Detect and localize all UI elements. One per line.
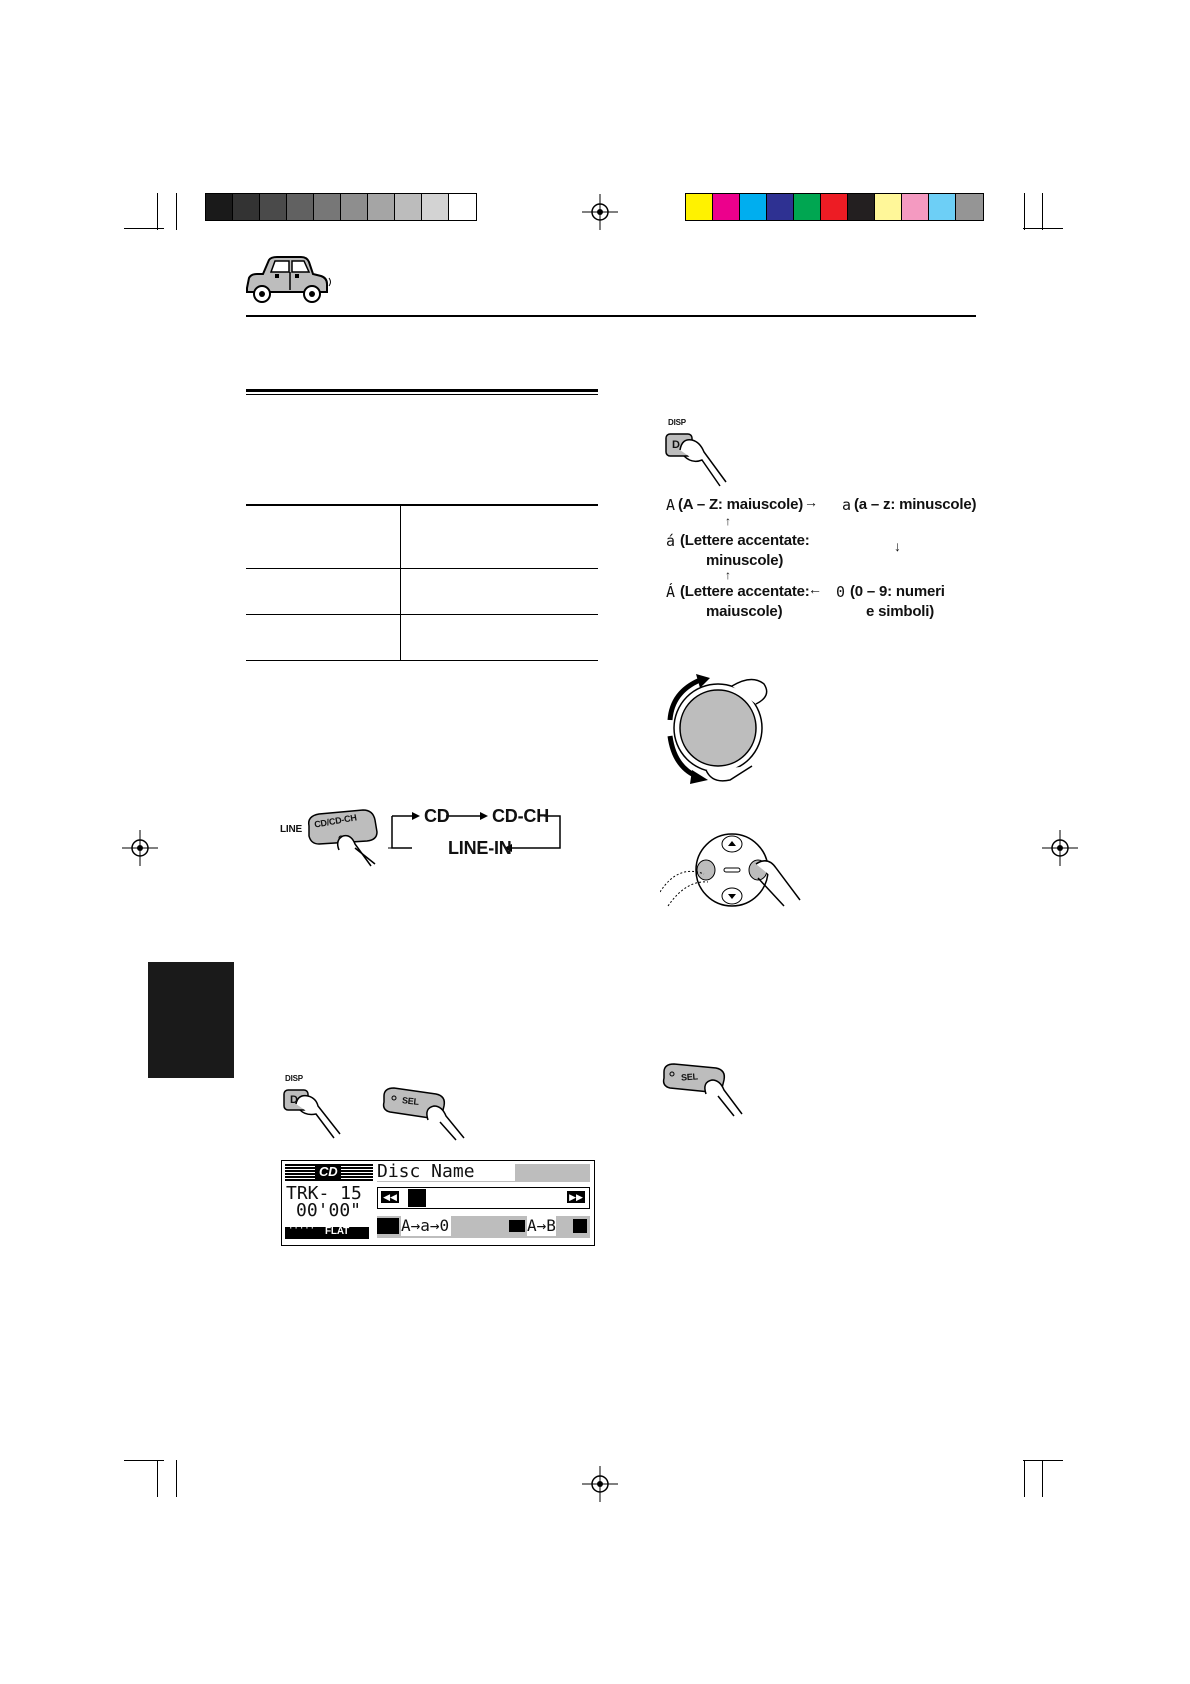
lcd-cursor-row — [377, 1187, 590, 1209]
lcd-eq-mode: FLAT — [325, 1226, 350, 1237]
crop-mark — [1042, 1460, 1043, 1497]
crop-mark — [176, 1460, 177, 1497]
section-heading-rule — [246, 394, 598, 395]
char-glyph-accent-upper: Á — [666, 583, 675, 601]
lcd-cd-logo: CD — [285, 1164, 373, 1181]
lcd-cursor-block — [408, 1189, 426, 1207]
registration-mark-icon — [122, 830, 158, 866]
disp-button-face: D — [290, 1094, 298, 1106]
crop-mark — [124, 1460, 164, 1461]
source-step-cd: CD — [424, 806, 450, 826]
source-step-cd-ch: CD-CH — [492, 806, 549, 826]
line-button-label: LINE — [280, 824, 302, 835]
sel-button-face: SEL — [401, 1095, 420, 1107]
color-swatch — [206, 194, 233, 220]
crop-mark — [176, 193, 177, 230]
crop-mark — [157, 1460, 158, 1497]
crop-mark — [1024, 1460, 1025, 1497]
lcd-display — [281, 1160, 595, 1246]
arrow-up-icon: ↑ — [725, 514, 731, 528]
arrow-right-icon: → — [804, 494, 818, 510]
finger-pressing-sel-button-icon[interactable] — [660, 1062, 750, 1118]
color-calibration-bar — [685, 193, 984, 221]
disp-button-face: D — [672, 439, 680, 451]
line-button-face: CD/CD-CH — [313, 812, 358, 830]
crop-mark — [124, 228, 164, 229]
lcd-ab-mode: A→B — [527, 1216, 556, 1235]
header-rule — [246, 315, 976, 317]
color-swatch — [422, 194, 449, 220]
finger-pressing-sel-button-icon[interactable] — [380, 1086, 470, 1142]
crop-mark — [1023, 1460, 1063, 1461]
lcd-disc-name-field — [377, 1161, 590, 1182]
color-swatch — [875, 194, 902, 220]
arrow-down-icon: ↓ — [894, 538, 901, 554]
char-accent-lower-line1: (Lettere accentate: — [680, 532, 810, 549]
sel-button-face: SEL — [680, 1071, 699, 1083]
color-swatch — [314, 194, 341, 220]
four-way-cursor-pad-icon[interactable] — [660, 830, 808, 910]
color-swatch — [767, 194, 794, 220]
lcd-char-mode: A→a→0 — [401, 1216, 450, 1235]
lcd-ab-end-icon — [573, 1219, 587, 1233]
color-swatch — [341, 194, 368, 220]
color-swatch — [740, 194, 767, 220]
color-swatch — [233, 194, 260, 220]
char-lower-text: (a – z: minuscole) — [854, 496, 977, 513]
lcd-mode-icon — [377, 1218, 399, 1234]
color-swatch — [395, 194, 422, 220]
arrow-up-icon: ↑ — [725, 568, 731, 582]
color-swatch — [956, 194, 983, 220]
char-numbers-line2: e simboli) — [866, 603, 935, 620]
registration-mark-icon — [582, 194, 618, 230]
crop-mark — [157, 193, 158, 230]
source-step-line-in: LINE-IN — [448, 838, 512, 858]
arrow-left-icon: ← — [808, 581, 822, 597]
char-upper-text: (A – Z: maiuscole) — [678, 496, 804, 513]
rotating-control-dial-icon[interactable] — [656, 672, 776, 788]
color-swatch — [929, 194, 956, 220]
color-swatch — [287, 194, 314, 220]
char-glyph-upper: A — [666, 496, 675, 514]
char-glyph-lower: a — [842, 496, 851, 514]
char-accent-upper-line2: maiuscole) — [706, 603, 783, 620]
color-swatch — [713, 194, 740, 220]
lcd-time: 00'00" — [296, 1200, 362, 1221]
language-side-tab — [148, 962, 234, 1078]
char-accent-lower-line2: minuscole) — [706, 552, 784, 569]
color-swatch — [368, 194, 395, 220]
lcd-eq-bar: ····· FLAT — [285, 1227, 369, 1239]
color-swatch — [686, 194, 713, 220]
crop-mark — [1023, 228, 1063, 229]
crop-mark — [1024, 193, 1025, 230]
char-numbers-line1: (0 – 9: numeri — [850, 583, 945, 600]
disp-button-label: DISP — [285, 1074, 303, 1083]
crop-mark — [1042, 193, 1043, 230]
color-swatch — [794, 194, 821, 220]
char-accent-upper-line1: (Lettere accentate: — [680, 583, 810, 600]
disp-button-label: DISP — [668, 418, 686, 427]
color-swatch — [821, 194, 848, 220]
lcd-ab-icon — [509, 1220, 525, 1232]
char-glyph-accent-lower: á — [666, 532, 675, 550]
lcd-next-icon: ▶▶ — [567, 1191, 585, 1203]
lcd-prev-icon: ◀◀ — [381, 1191, 399, 1203]
color-swatch — [848, 194, 875, 220]
grayscale-calibration-bar — [205, 193, 477, 221]
lcd-mode-row — [377, 1216, 590, 1238]
color-swatch — [260, 194, 287, 220]
color-swatch — [449, 194, 476, 220]
car-icon — [243, 252, 333, 306]
registration-mark-icon — [1042, 830, 1078, 866]
char-glyph-numbers: 0 — [836, 583, 845, 601]
lcd-disc-name: Disc Name — [377, 1162, 515, 1181]
registration-mark-icon — [582, 1466, 618, 1502]
section-heading-rule — [246, 389, 598, 392]
lcd-track: TRK- 15 — [286, 1183, 362, 1204]
color-swatch — [902, 194, 929, 220]
